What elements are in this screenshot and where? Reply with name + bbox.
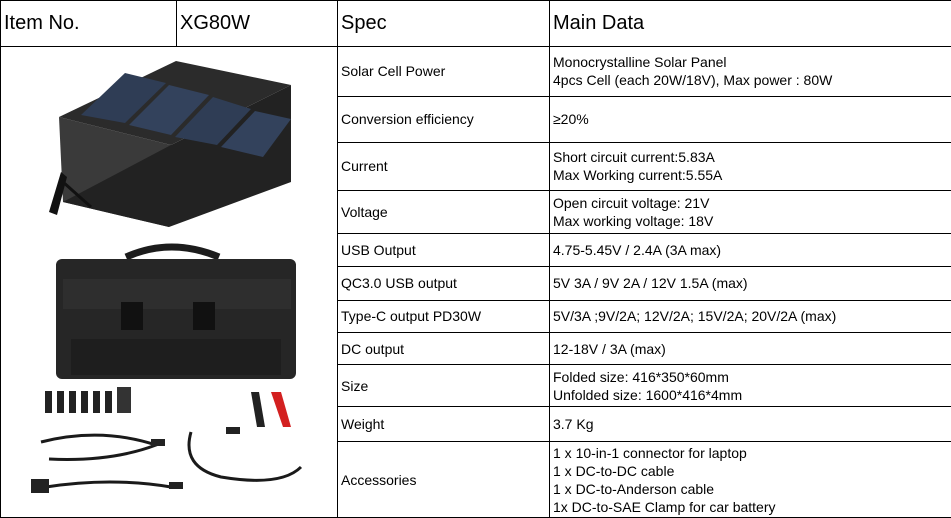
spec-label: USB Output [338, 233, 550, 266]
value-line: 5V 3A / 9V 2A / 12V 1.5A (max) [553, 274, 951, 292]
spec-label: QC3.0 USB output [338, 267, 550, 300]
main-data-header: Main Data [550, 1, 951, 47]
value-line: Folded size: 416*350*60mm [553, 368, 951, 386]
value-line: 4pcs Cell (each 20W/18V), Max power : 80W [553, 71, 951, 89]
value-line: 1 x DC-to-DC cable [553, 462, 951, 480]
value-line: 3.7 Kg [553, 415, 951, 433]
spec-value [550, 190, 951, 233]
spec-value [550, 406, 951, 441]
folded-bag-image [56, 247, 296, 379]
value-line: 4.75-5.45V / 2.4A (3A max) [553, 241, 951, 259]
spec-value [550, 300, 951, 332]
value-line: 1 x DC-to-Anderson cable [553, 480, 951, 498]
value-line: 12-18V / 3A (max) [553, 340, 951, 358]
spec-value [550, 96, 951, 142]
value-line: 5V/3A ;9V/2A; 12V/2A; 15V/2A; 20V/2A (max) [553, 307, 951, 325]
accessories-image [31, 387, 301, 493]
spec-label: Solar Cell Power [338, 47, 550, 97]
spec-value [550, 442, 951, 518]
value-line: 1x DC-to-SAE Clamp for car battery [553, 498, 951, 516]
value-line: ≥20% [553, 110, 951, 128]
value-line: Unfolded size: 1600*416*4mm [553, 386, 951, 404]
value-line: Monocrystalline Solar Panel [553, 53, 951, 71]
item-no-value: XG80W [177, 1, 338, 47]
table-row [1, 47, 951, 97]
spec-value [550, 332, 951, 364]
value-line: 1 x 10-in-1 connector for laptop [553, 444, 951, 462]
spec-label: Conversion efficiency [338, 96, 550, 142]
spec-value [550, 233, 951, 266]
value-line: Short circuit current:5.83A [553, 148, 951, 166]
spec-value [550, 47, 951, 97]
value-line: Max working voltage: 18V [553, 212, 951, 230]
product-image-cell [1, 47, 338, 518]
header-row [1, 1, 951, 47]
value-line: Open circuit voltage: 21V [553, 194, 951, 212]
item-no-label: Item No. [1, 1, 177, 47]
spec-value [550, 365, 951, 406]
spec-label: Weight [338, 406, 550, 441]
spec-value [550, 143, 951, 191]
spec-label: Accessories [338, 442, 550, 518]
spec-label: Voltage [338, 190, 550, 233]
product-illustration [1, 47, 338, 517]
spec-label: DC output [338, 332, 550, 364]
spec-label: Type-C output PD30W [338, 300, 550, 332]
spec-header: Spec [338, 1, 550, 47]
spec-label: Current [338, 143, 550, 191]
spec-label: Size [338, 365, 550, 406]
solar-panel-image [49, 61, 291, 227]
value-line: Max Working current:5.55A [553, 166, 951, 184]
spec-value [550, 267, 951, 300]
